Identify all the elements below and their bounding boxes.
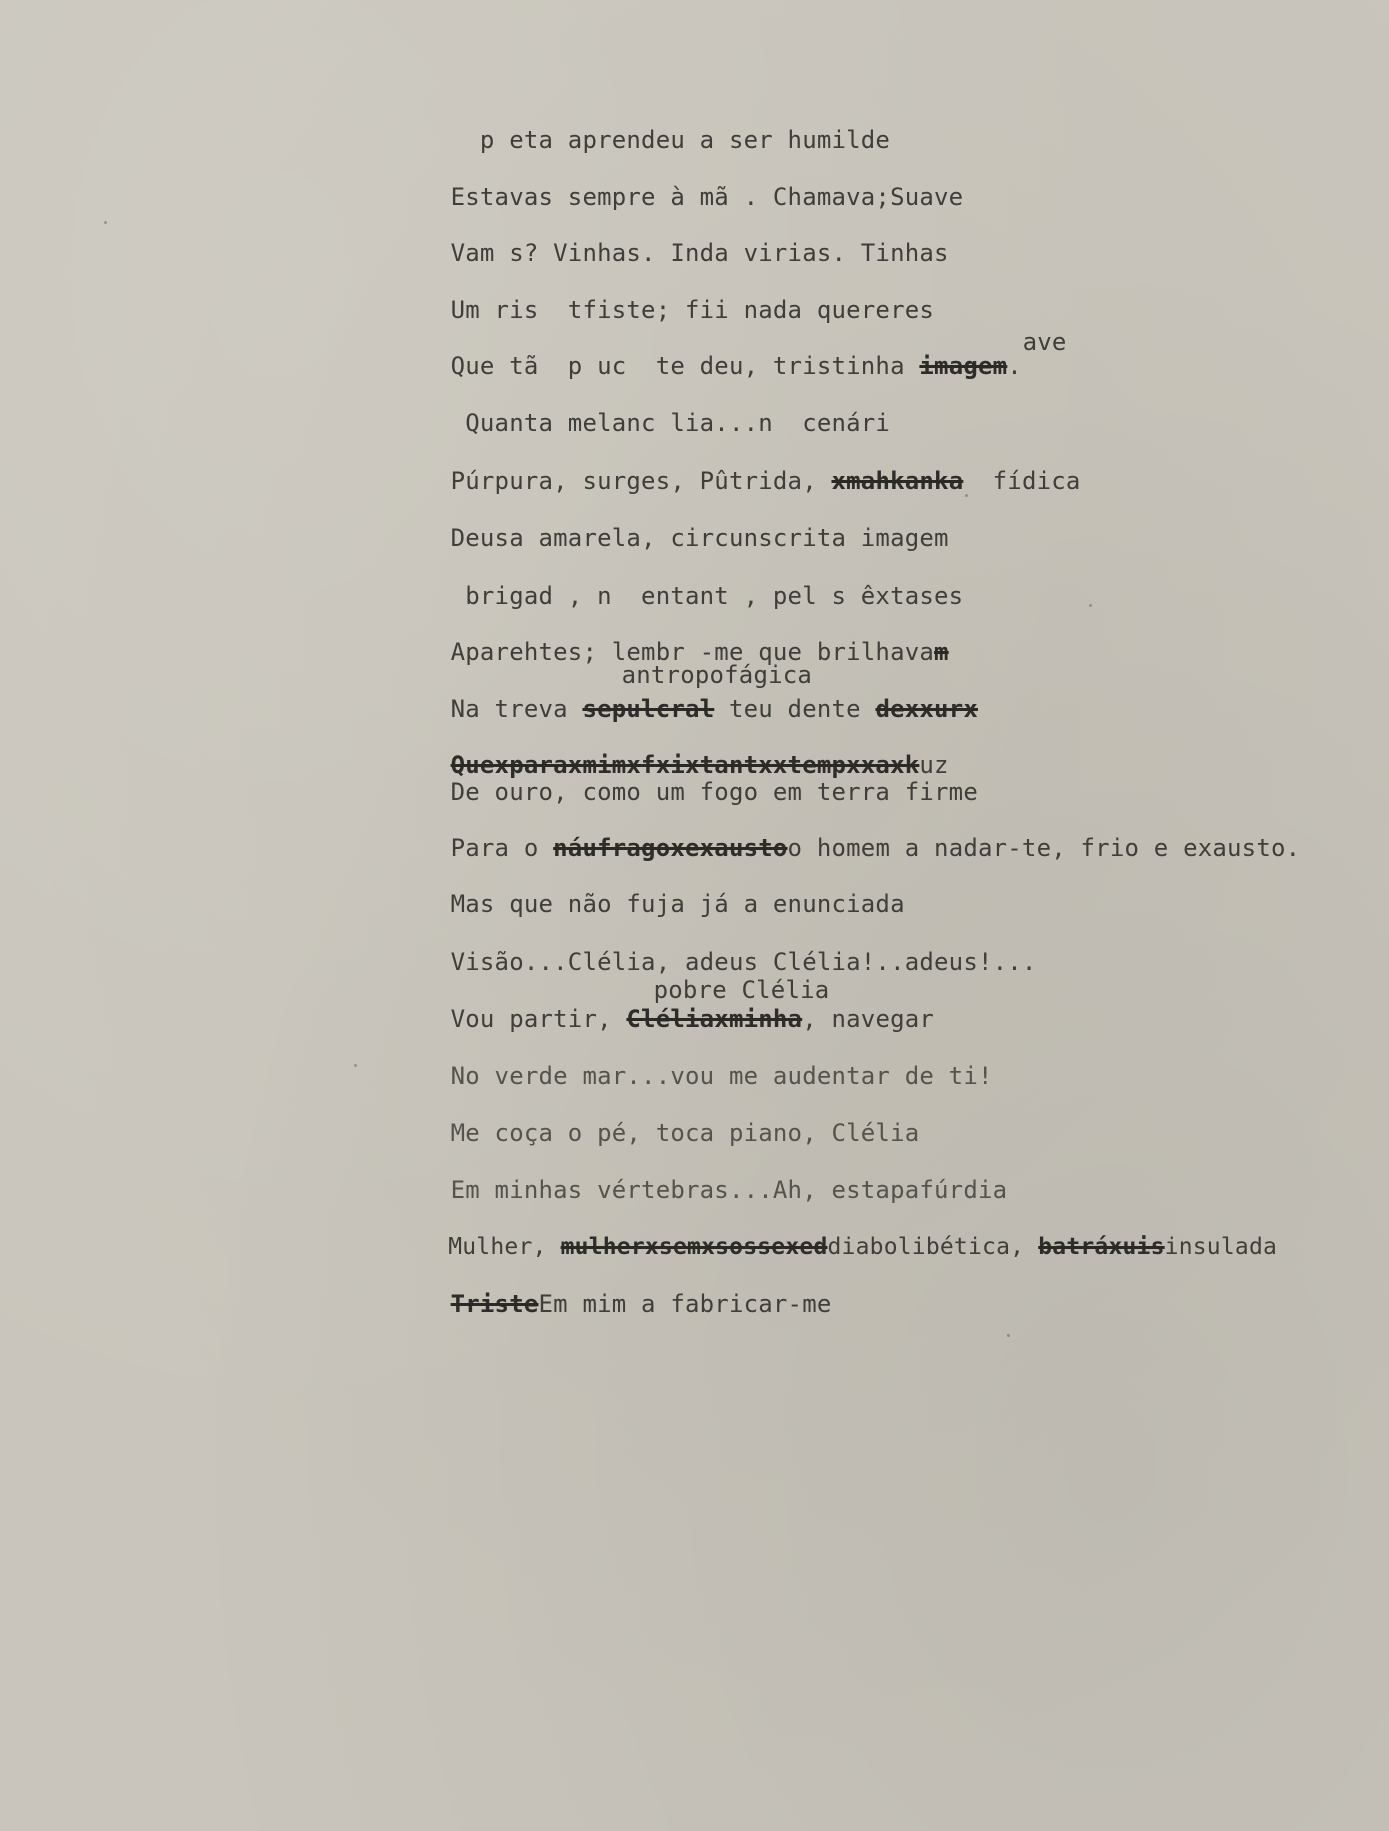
struck-word: Quexparaxmimxfxixtantxxtempxxaxk: [450, 751, 920, 779]
struck-word: sepulcral: [582, 695, 715, 723]
line-text: , navegar: [802, 1005, 935, 1033]
struck-word: Cléliaxminha: [626, 1005, 803, 1033]
line-text: No verde mar...vou me audentar de ti!: [450, 1062, 993, 1090]
line-text: Visão...Clélia, adeus Clélia!..adeus!...: [450, 948, 1037, 976]
struck-word: imagem: [919, 352, 1008, 380]
line-text: Mas que não fuja já a enunciada: [450, 890, 905, 918]
poem-line: [392, 1262, 832, 1346]
line-text: Que tã p uc te deu, tristinha: [450, 352, 920, 380]
struck-word: m: [934, 638, 949, 666]
correction-text: antropofágica: [621, 661, 813, 689]
line-text: Vou partir,: [450, 1005, 627, 1033]
line-text: Quanta melanc lia...n cenári: [450, 409, 905, 437]
struck-word: xmahkanka: [831, 467, 964, 495]
struck-word: mulherxsemxsossexed: [560, 1234, 828, 1260]
line-text: Um ris tfiste; fii nada quereres: [450, 296, 935, 324]
line-text: brigad , n entant , pel s êxtases: [450, 582, 964, 610]
line-text: De ouro, como um fogo em terra firme: [450, 778, 978, 806]
line-text: Estavas sempre à mã . Chamava;Suave: [450, 183, 964, 211]
correction-text: ave: [1022, 328, 1067, 356]
line-text: uz: [919, 751, 949, 779]
paper-speck: [104, 221, 107, 224]
line-text: Mulher,: [448, 1234, 561, 1260]
line-text: diabolibética,: [827, 1234, 1039, 1260]
line-text: fídica: [963, 467, 1081, 495]
line-text: Vam s? Vinhas. Inda virias. Tinhas: [450, 239, 949, 267]
correction-text: pobre Clélia: [653, 976, 830, 1004]
line-text: o homem a nadar-te, frio e exausto.: [787, 834, 1301, 862]
line-text: Na treva: [450, 695, 583, 723]
line-text: Em mim a fabricar-me: [538, 1290, 832, 1318]
line-text: .: [1007, 352, 1022, 380]
struck-word: náufragoxexausto: [553, 834, 788, 862]
line-text: Para o: [450, 834, 554, 862]
struck-word: dexxurx: [875, 695, 978, 723]
paper-speck: [1089, 604, 1092, 607]
paper-speck: [1007, 1334, 1010, 1337]
line-text: Aparehtes; lembr -me que brilhava: [450, 638, 935, 666]
line-text: Me coça o pé, toca piano, Clélia: [450, 1119, 920, 1147]
line-text: teu dente: [714, 695, 876, 723]
line-text: Deusa amarela, circunscrita imagem: [450, 524, 949, 552]
struck-word: batráxuis: [1038, 1234, 1165, 1260]
paper-speck: [354, 1064, 357, 1067]
line-text: Em minhas vértebras...Ah, estapafúrdia: [450, 1176, 1008, 1204]
line-text: Púrpura, surges, Pûtrida,: [450, 467, 832, 495]
line-text: insulada: [1164, 1234, 1278, 1260]
struck-word: Triste: [450, 1290, 539, 1318]
line-text: p eta aprendeu a ser humilde: [450, 126, 891, 154]
